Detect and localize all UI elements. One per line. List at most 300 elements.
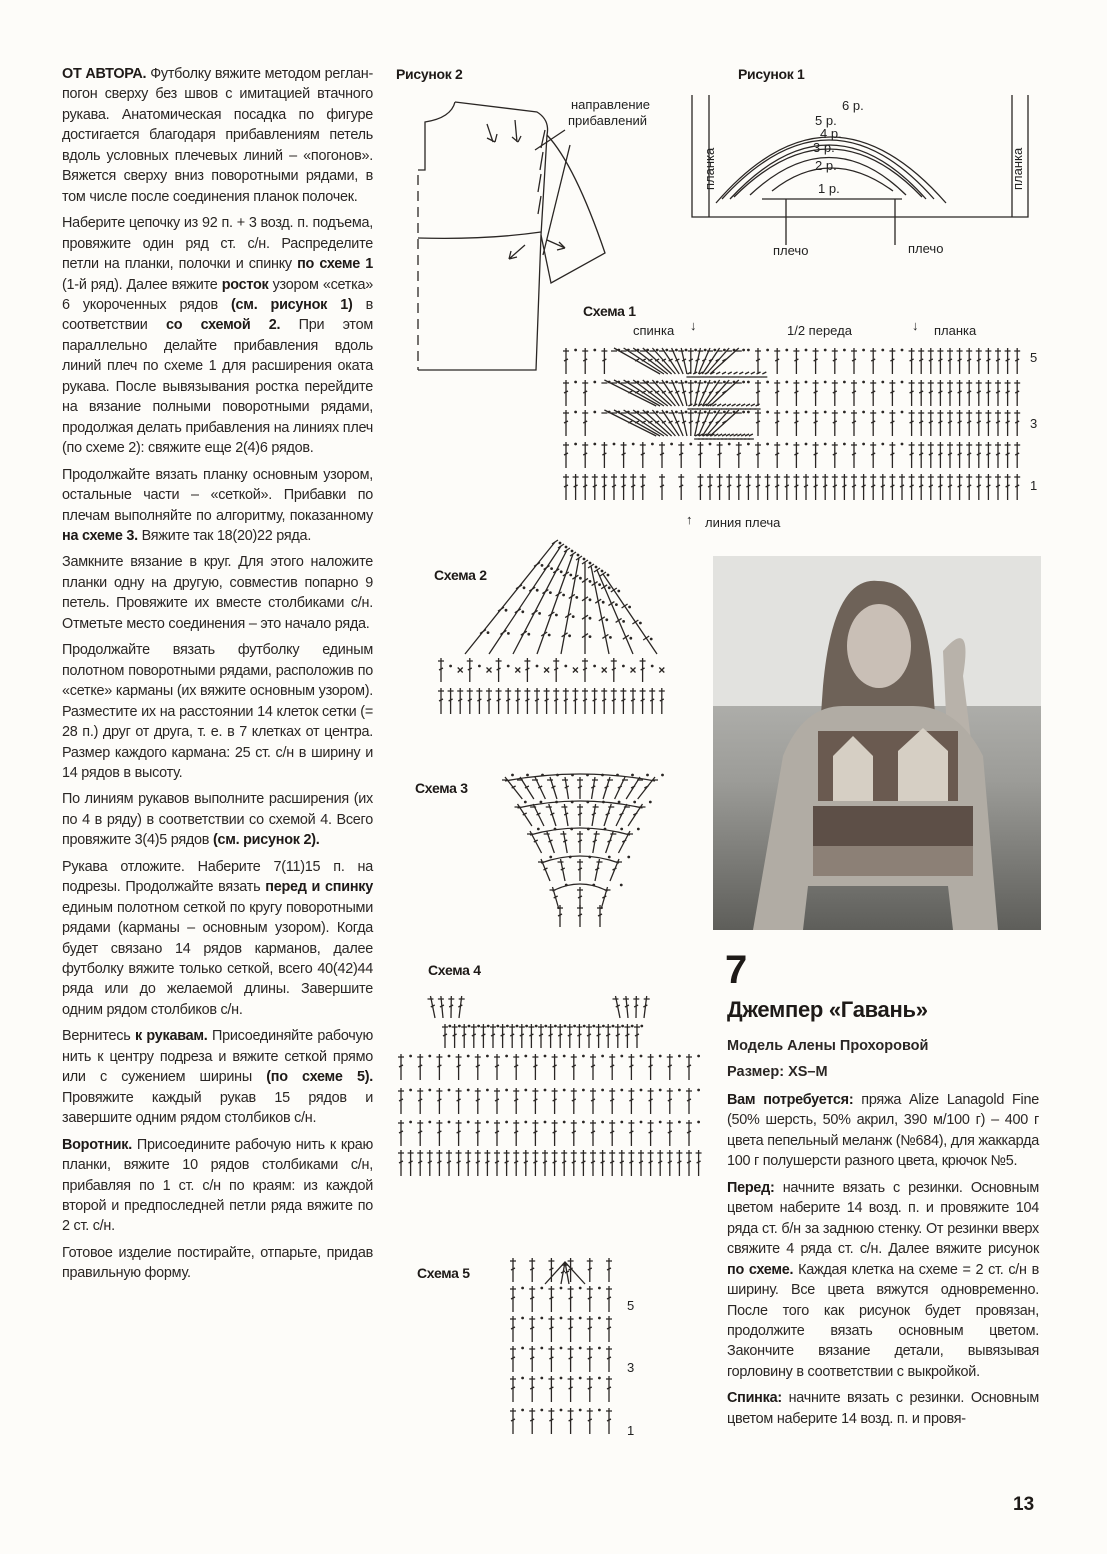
chain-dot (598, 1287, 601, 1290)
scheme5-stitch-chart (505, 1258, 620, 1448)
chain-dot (843, 381, 846, 384)
chain-dot (569, 574, 572, 577)
stitch-mark (529, 1258, 535, 1282)
chain-dot (478, 665, 481, 668)
chain-dot (805, 381, 808, 384)
stitch-mark (909, 410, 915, 436)
chain-dot (563, 1055, 566, 1058)
stitch-mark (448, 996, 454, 1018)
chain-dot (598, 1317, 601, 1320)
stitch-mark (707, 474, 713, 500)
stitch-mark (524, 610, 538, 633)
stitch-mark (490, 1024, 496, 1048)
stitch-mark (928, 348, 934, 374)
chain-dot (640, 1025, 643, 1028)
sc-mark (573, 668, 578, 673)
stitch-mark (417, 1054, 423, 1080)
stitch-mark (611, 658, 617, 682)
chain-dot (560, 570, 563, 573)
chain-dot (689, 443, 692, 446)
stitch-mark (851, 348, 857, 374)
chain-dot (627, 349, 630, 352)
paragraph (727, 1388, 1039, 1429)
chain-dot (697, 1055, 700, 1058)
stitch-mark (696, 1150, 702, 1176)
stitch-mark (582, 474, 588, 500)
stitch-mark (513, 631, 527, 654)
stitch-mark (928, 442, 934, 468)
stitch-mark (966, 442, 972, 468)
model-photo (713, 556, 1041, 930)
chain-dot (862, 381, 865, 384)
figure1-row-5: 5 р. (815, 113, 837, 128)
chain-dot (637, 411, 640, 414)
scheme1-row-5: 5 (1030, 350, 1038, 365)
stitch-mark (582, 348, 588, 374)
scheme4-title: Схема 4 (428, 962, 481, 978)
chain-dot (467, 1055, 470, 1058)
paragraph (62, 552, 373, 634)
stitch-mark (611, 380, 660, 406)
paragraph (62, 465, 373, 547)
stitch-mark (609, 1150, 615, 1176)
stitch-mark (519, 1024, 525, 1048)
stitch-mark (568, 1376, 574, 1402)
chain-dot (564, 1025, 567, 1028)
paragraph (62, 789, 373, 850)
stitch-mark (957, 380, 963, 406)
stitch-mark (947, 348, 953, 374)
chain-dot (747, 411, 750, 414)
chain-dot (592, 1025, 595, 1028)
project-number: 7 (725, 948, 748, 992)
stitch-mark (547, 777, 557, 799)
stitch-mark (727, 372, 733, 377)
stitch-mark (528, 1024, 534, 1048)
stitch-mark (398, 1054, 404, 1080)
stitch-mark (716, 404, 722, 409)
figure1-row-3: 3 р. (813, 140, 835, 155)
chain-dot (589, 562, 592, 565)
chain-dot (640, 1121, 643, 1124)
chain-dot (560, 1317, 563, 1320)
stitch-mark (630, 474, 636, 500)
stitch-mark (1014, 380, 1020, 406)
bold-text: Перед: (727, 1179, 775, 1196)
chain-dot (555, 614, 558, 617)
chain-dot (548, 634, 551, 637)
stitch-mark (548, 1408, 554, 1434)
chain-dot (651, 443, 654, 446)
stitch-mark (985, 410, 991, 436)
chain-dot (550, 567, 553, 570)
chain-dot (620, 884, 623, 887)
stitch-mark (643, 996, 649, 1018)
scheme3-stitch-chart (495, 765, 665, 930)
chain-dot (637, 828, 640, 831)
stitch-mark (408, 1150, 414, 1176)
paragraph (727, 1090, 1039, 1172)
figure1-row-4: 4 р. (820, 126, 842, 141)
stitch-mark (551, 592, 561, 614)
stitch-mark (609, 1054, 615, 1080)
bold-text: росток (221, 276, 269, 293)
stitch-mark (509, 1024, 515, 1048)
chain-dot (544, 1121, 547, 1124)
stitch-mark (889, 410, 895, 436)
chain-dot (901, 411, 904, 414)
stitch-mark (765, 474, 771, 500)
chain-dot (505, 609, 508, 612)
stitch-mark (611, 410, 660, 436)
stitch-mark (735, 404, 741, 409)
stitch-mark (486, 688, 492, 714)
chain-dot (563, 1089, 566, 1092)
stitch-mark (609, 1088, 615, 1114)
stitch-mark (649, 688, 655, 714)
scheme1-row-1: 1 (1030, 478, 1038, 493)
stitch-mark (456, 1054, 462, 1080)
chain-dot (523, 586, 526, 589)
stitch-mark (966, 410, 972, 436)
chain-dot (537, 828, 540, 831)
stitch-mark (561, 804, 568, 826)
stitch-mark (606, 1376, 612, 1402)
paragraph (62, 1243, 373, 1284)
stitch-mark (504, 1150, 510, 1176)
stitch-mark (813, 380, 819, 406)
chain-dot (901, 443, 904, 446)
stitch-mark (566, 552, 576, 574)
stitch-mark (634, 1024, 640, 1048)
stitch-mark (577, 905, 583, 927)
stitch-mark (496, 658, 502, 682)
stitch-mark (1014, 348, 1020, 374)
stitch-mark (695, 380, 704, 406)
text: Рукава отложите. Наберите 7(11)15 п. на подрезы. Продолжайте вязать (62, 858, 373, 896)
stitch-mark (510, 1316, 516, 1342)
stitch-mark (755, 474, 761, 500)
stitch-mark (560, 831, 567, 853)
chain-dot (627, 856, 630, 859)
chain-dot (697, 1121, 700, 1124)
figure1-row-2: 2 р. (815, 158, 837, 173)
chain-dot (516, 1025, 519, 1028)
stitch-mark (976, 474, 982, 500)
chain-dot (622, 620, 625, 623)
chain-dot (560, 1347, 563, 1350)
chain-dot (428, 1089, 431, 1092)
stitch-mark (702, 410, 722, 436)
stitch-mark (937, 410, 943, 436)
chain-dot (631, 1025, 634, 1028)
chain-dot (449, 665, 452, 668)
stitch-mark (548, 1286, 554, 1312)
chain-dot (409, 1089, 412, 1092)
stitch-mark (628, 1054, 634, 1080)
chain-dot (601, 1089, 604, 1092)
chain-dot (665, 411, 668, 414)
stitch-mark (611, 348, 660, 374)
chain-dot (742, 411, 745, 414)
stitch-mark (648, 1054, 654, 1080)
stitch-mark (995, 442, 1001, 468)
stitch-mark (398, 1088, 404, 1114)
chain-dot (521, 1377, 524, 1380)
stitch-mark (889, 348, 895, 374)
chain-dot (659, 1121, 662, 1124)
chain-dot (843, 443, 846, 446)
chain-dot (527, 633, 530, 636)
chain-dot (694, 381, 697, 384)
stitch-mark (736, 474, 742, 500)
stitch-mark (457, 688, 463, 714)
chain-dot (675, 349, 678, 352)
stitch-mark (918, 380, 924, 406)
chain-dot (620, 1121, 623, 1124)
stitch-mark (697, 474, 703, 500)
scheme1-title: Схема 1 (583, 303, 636, 319)
stitch-mark (832, 348, 838, 374)
chain-dot (536, 589, 539, 592)
stitch-mark (559, 572, 569, 594)
stitch-mark (577, 777, 583, 799)
chain-dot (540, 1409, 543, 1412)
stitch-mark (580, 1150, 586, 1176)
stitch-mark (577, 831, 583, 853)
stitch-mark (456, 1120, 462, 1146)
stitch-mark (548, 1024, 554, 1048)
chain-dot (694, 411, 697, 414)
chain-dot (713, 381, 716, 384)
stitch-mark (529, 1408, 535, 1434)
chain-dot (605, 618, 608, 621)
stitch-mark (606, 831, 617, 853)
stitch-mark (726, 404, 732, 409)
arrow-down-icon: ↓ (912, 318, 919, 333)
chain-dot (511, 774, 514, 777)
text: пряжа Alize Lanagold Fine (50% шерсть, 50% акрил, 390 м/100 г) – 400 г цвета пепельный меланж (№684), для жаккарда 100 г полушерсти разного цвета, крючок №5. (727, 1092, 1039, 1170)
stitch-mark (510, 1286, 516, 1312)
stitch-mark (918, 410, 924, 436)
bold-text: Вам потребуется: (727, 1092, 854, 1108)
text: Каждая клетка на схеме = 2 ст. с/н в ширину. Все цвета вяжутся одновременно. После того как рисунок будет провязан, продолжите вязать основным цветом. Закончите вязание детали, вывязывая горловину в соответствии с выкройкой. (727, 1261, 1039, 1380)
chain-dot (541, 564, 544, 567)
chain-dot (617, 349, 620, 352)
chain-dot (571, 550, 574, 553)
stitch-mark (597, 905, 603, 927)
scheme5-title: Схема 5 (417, 1265, 470, 1281)
chain-dot (747, 381, 750, 384)
chain-dot (579, 1317, 582, 1320)
chain-dot (477, 1025, 480, 1028)
chain-dot (824, 349, 827, 352)
stitch-mark (686, 1120, 692, 1146)
chain-dot (524, 1121, 527, 1124)
bold-text: по схеме. (727, 1261, 794, 1278)
stitch-mark (1005, 442, 1011, 468)
figure2-annotation-line2: прибавлений (568, 113, 648, 128)
chain-dot (713, 411, 716, 414)
chain-dot (589, 598, 592, 601)
bold-text: (см. рисунок 2). (212, 832, 320, 849)
stitch-mark (529, 1376, 535, 1402)
stitch-mark (697, 404, 703, 409)
chain-dot (613, 443, 616, 446)
stitch-mark (538, 1024, 544, 1048)
chain-dot (598, 1409, 601, 1412)
stitch-mark (592, 804, 599, 826)
chain-dot (487, 631, 490, 634)
stitch-mark (648, 1150, 654, 1176)
chain-dot (593, 665, 596, 668)
stitch-mark (937, 474, 943, 500)
stitch-mark (532, 777, 545, 799)
stitch-mark (841, 474, 847, 500)
stitch-mark (563, 380, 569, 406)
instructions-column (62, 64, 373, 1290)
chain-dot (742, 349, 745, 352)
stitch-mark (446, 1150, 452, 1176)
text: Присоединяйте рабочую нить к центру подреза и вяжите сеткой прямо или с сужением ширины (62, 1028, 373, 1086)
figure1-row-6: 6 р. (842, 98, 864, 113)
stitch-mark (571, 1054, 577, 1080)
stitch-mark (667, 1150, 673, 1176)
stitch-mark (565, 614, 572, 635)
chain-dot (901, 349, 904, 352)
stitch-mark (475, 1088, 481, 1114)
chain-dot (458, 1025, 461, 1028)
stitch-mark (461, 1024, 467, 1048)
stitch-mark (563, 474, 569, 500)
chain-dot (448, 1025, 451, 1028)
chain-dot (598, 1377, 601, 1380)
chain-dot (579, 1409, 582, 1412)
chain-dot (568, 634, 571, 637)
stitch-mark (851, 442, 857, 468)
chain-dot (521, 1409, 524, 1412)
stitch-mark (483, 607, 504, 631)
scheme2-stitch-chart (435, 530, 670, 720)
stitch-mark (793, 348, 799, 374)
chain-dot (559, 542, 562, 545)
stitch-mark (947, 410, 953, 436)
chain-dot (646, 349, 649, 352)
stitch-mark (640, 658, 646, 682)
stitch-mark (476, 688, 482, 714)
bold-text: к рукавам. (134, 1028, 208, 1045)
chain-dot (617, 411, 620, 414)
chain-dot (665, 349, 668, 352)
stitch-mark (909, 380, 915, 406)
chain-dot (583, 1025, 586, 1028)
chain-dot (785, 381, 788, 384)
stitch-mark (465, 630, 486, 654)
stitch-mark (928, 410, 934, 436)
stitch-mark (553, 688, 559, 714)
scheme2-title: Схема 2 (434, 567, 487, 583)
stitch-mark (918, 348, 924, 374)
sc-mark (631, 668, 636, 673)
chain-dot (742, 381, 745, 384)
chain-dot (766, 381, 769, 384)
stitch-mark (774, 348, 780, 374)
stitch-mark (976, 410, 982, 436)
stitch-mark (513, 1054, 519, 1080)
stitch-mark (745, 404, 751, 409)
stitch-mark (676, 1150, 682, 1176)
chain-dot (881, 349, 884, 352)
stitch-mark (738, 372, 744, 377)
stitch-mark (582, 380, 588, 406)
stitch-mark (851, 410, 857, 436)
text: Вернитесь (62, 1028, 135, 1045)
stitch-mark (1005, 474, 1011, 500)
stitch-mark (587, 1316, 593, 1342)
stitch-mark (417, 1088, 423, 1114)
stitch-mark (918, 442, 924, 468)
figure1-planka-right: планка (1010, 147, 1025, 190)
chain-dot (622, 665, 625, 668)
stitch-mark (606, 1286, 612, 1312)
text: Вяжите так 18(20)22 ряда. (137, 527, 312, 544)
stitch-mark (571, 1120, 577, 1146)
stitch-mark (606, 1346, 612, 1372)
text: Футболку вяжите методом реглан-погон сверху без швов с имитацией втачного рукава. Анатомическая посадка по фигуре достигается благодаря прибавлениям петель вдоль условных плечевых линий – «погонов». Вяжется сверху вниз поворотными рядами, в том числе после соединения планок полочек. (62, 66, 373, 205)
stitch-mark (793, 442, 799, 468)
chain-dot (536, 665, 539, 668)
chain-dot (627, 381, 630, 384)
page-number: 13 (1013, 1494, 1035, 1515)
stitch-mark (985, 348, 991, 374)
stitch-mark (976, 348, 982, 374)
stitch-mark (702, 380, 722, 406)
stitch-mark (774, 380, 780, 406)
paragraph (727, 1178, 1039, 1383)
chain-dot (601, 1121, 604, 1124)
stitch-mark (832, 474, 838, 500)
bold-text: перед и спинку (265, 879, 373, 896)
chain-dot (409, 1055, 412, 1058)
stitch-mark (909, 348, 915, 374)
scheme1-row-3: 3 (1030, 416, 1038, 431)
stitch-mark (438, 658, 444, 682)
stitch-mark (633, 996, 639, 1018)
chain-dot (602, 601, 605, 604)
stitch-mark (456, 1088, 462, 1114)
stitch-mark (755, 442, 761, 468)
stitch-mark (731, 404, 737, 409)
stitch-mark (623, 996, 629, 1018)
chain-dot (881, 381, 884, 384)
chain-dot (575, 596, 578, 599)
stitch-mark (494, 1150, 500, 1176)
chain-dot (574, 411, 577, 414)
stitch-mark (889, 442, 895, 468)
text: узором «сетка» 6 укороченных рядов (62, 276, 374, 313)
stitch-mark (616, 804, 630, 826)
chain-dot (526, 774, 529, 777)
stitch-mark (537, 632, 547, 654)
stitch-mark (571, 1088, 577, 1114)
stitch-mark (547, 544, 564, 568)
stitch-mark (582, 560, 588, 580)
chain-dot (467, 1121, 470, 1124)
chain-dot (593, 411, 596, 414)
stitch-mark (436, 1150, 442, 1176)
stitch-mark (717, 474, 723, 500)
stitch-mark (582, 634, 588, 654)
